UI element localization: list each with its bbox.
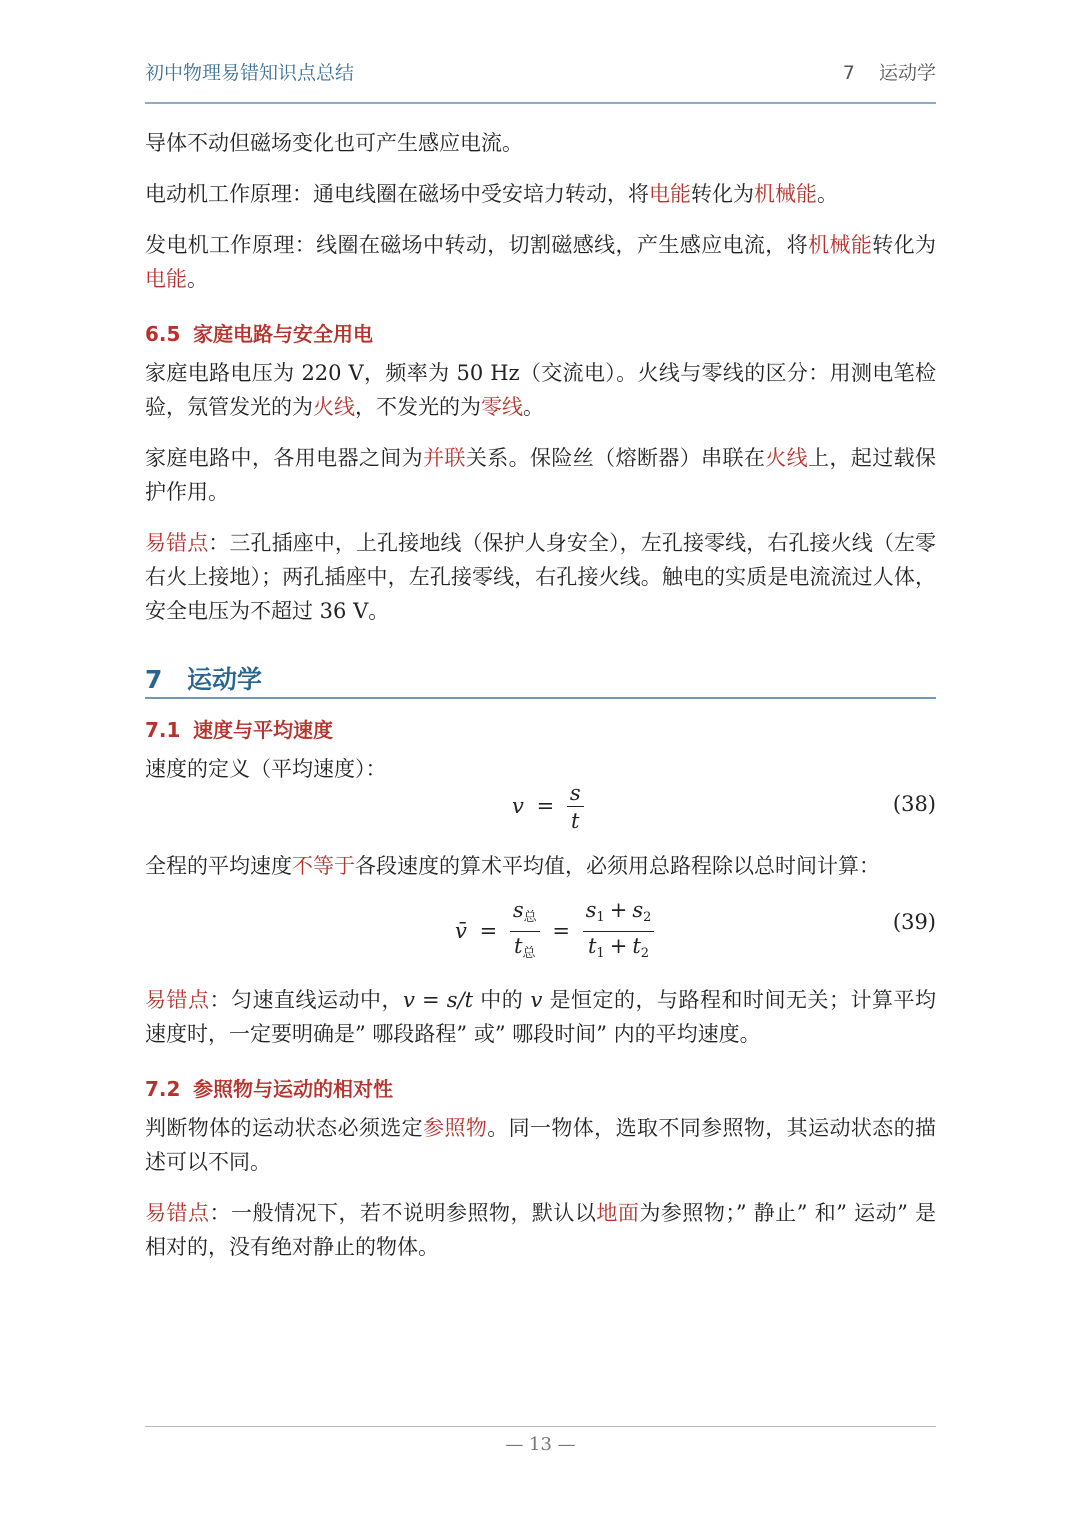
para9-text-c: 是恒定的，与路程和时间无关；计算平均速度时，一定要明确是” 哪段路程” 或” 哪段时间” 内的平均速度。 [145, 988, 937, 1046]
chapter-7-number: 7 [145, 665, 163, 694]
eq39-t2: t [632, 934, 641, 958]
eq39-s2-sub: 2 [643, 910, 652, 925]
paragraph-average-speed [145, 849, 936, 883]
document-page [145, 0, 936, 1527]
para4-text-c: ，不发光的为 [355, 395, 481, 419]
section-7-1-title: 速度与平均速度 [193, 718, 333, 742]
para8-keyword-not-equal: 不等于 [292, 854, 355, 878]
eq39-numerator-total [510, 897, 540, 932]
para9-math-v: v [530, 988, 543, 1012]
para9-math-formula: v = s/t [403, 988, 474, 1012]
section-6-5-title: 家庭电路与安全用电 [193, 322, 373, 346]
header-title: 初中物理易错知识点总结 [145, 62, 355, 84]
eq39-s1-sub: 1 [596, 910, 605, 925]
para4-text-a: 家庭电路电压为 220 V，频率为 50 Hz（交流电）。火线与零线的区分：用测电笔检验，氖管发光的为 [145, 361, 936, 419]
eq38-lhs: v [512, 794, 524, 818]
para10-keyword-reference: 参照物 [423, 1116, 488, 1140]
eq38-number: (38) [892, 792, 936, 816]
para1-text: 导体不动但磁场变化也可产生感应电流。 [145, 131, 523, 155]
eq39-fraction-total [510, 897, 540, 968]
section-7-2-title: 参照物与运动的相对性 [193, 1077, 393, 1101]
para3-text-a: 发电机工作原理：线圈在磁场中转动，切割磁感线，产生感应电流，将 [145, 233, 809, 257]
para10-text-c: 。同一物体，选取不同参照物，其运动状态的描述可以不同。 [145, 1116, 937, 1174]
eq39-t2-sub: 2 [640, 946, 650, 961]
eq39-equals-2: = [552, 919, 570, 943]
footer-rule [145, 1426, 936, 1427]
pitfall-label: 易错点 [145, 531, 209, 555]
eq39-equals: = [479, 919, 498, 943]
eq38-denominator: t [571, 809, 580, 833]
para8-text-c: 各段速度的算术平均值，必须用总路程除以总时间计算： [355, 854, 880, 878]
eq39-number: (39) [892, 910, 936, 934]
page-number: — 13 — [505, 1434, 576, 1455]
eq39-t-sub: 总 [522, 946, 536, 961]
header-chapter-title: 运动学 [878, 62, 936, 84]
para3-text-c: 转化为 [872, 233, 937, 257]
para4-keyword-live-wire: 火线 [313, 395, 355, 419]
para10-text-a: 判断物体的运动状态必须选定 [145, 1116, 424, 1140]
eq39-s-sub: 总 [523, 910, 537, 925]
para2-keyword-electric-energy: 电能 [649, 182, 691, 206]
pitfall-label: 易错点 [145, 1201, 210, 1225]
para4-keyword-neutral-wire: 零线 [481, 395, 523, 419]
pitfall-label: 易错点 [145, 988, 210, 1012]
paragraph-generator [145, 228, 936, 296]
eq39-t: t [514, 934, 523, 958]
eq39-denominator-sum [583, 932, 655, 968]
section-7-2-number: 7.2 [145, 1077, 181, 1101]
paragraph-household-parallel [145, 441, 936, 509]
para2-text-a: 电动机工作原理：通电线圈在磁场中受安培力转动，将 [145, 182, 649, 206]
para4-text-e: 。 [523, 395, 544, 419]
para3-text-e: 。 [187, 267, 208, 291]
para5-keyword-parallel: 并联 [423, 446, 466, 470]
paragraph-uniform-motion-pitfall [145, 983, 936, 1051]
paragraph-motor [145, 177, 936, 211]
eq39-plus-top: + [609, 898, 628, 922]
para2-text-e: 。 [817, 182, 838, 206]
eq39-lhs: v̄ [455, 919, 467, 943]
para2-keyword-mechanical-energy: 机械能 [754, 182, 817, 206]
paragraph-reference-frame [145, 1111, 936, 1179]
header-rule [145, 102, 936, 104]
para3-keyword-mechanical-energy: 机械能 [808, 233, 873, 257]
paragraph-socket-pitfall [145, 526, 936, 628]
section-6-5-number: 6.5 [145, 322, 181, 346]
eq38-fraction [567, 780, 584, 835]
eq39-t1: t [587, 934, 597, 958]
para11-text-c: 为参照物；” 静止” 和” 运动” 是相对的，没有绝对静止的物体。 [145, 1201, 937, 1259]
para5-text-a: 家庭电路中，各用电器之间为 [145, 446, 424, 470]
eq39-s: s [512, 898, 524, 922]
chapter-heading-7 [145, 660, 262, 696]
para9-text-b: 中的 [473, 988, 531, 1012]
eq39-s1: s [585, 898, 597, 922]
eq39-t1-sub: 1 [596, 946, 605, 961]
para3-keyword-electric-energy: 电能 [145, 267, 187, 291]
section-heading-6-5 [145, 318, 373, 347]
chapter-7-title: 运动学 [187, 665, 263, 694]
para11-text-a: ：一般情况下，若不说明参照物，默认以 [209, 1201, 597, 1225]
eq39-plus-bottom: + [609, 934, 628, 958]
para7-text: 速度的定义（平均速度）： [145, 757, 387, 781]
para5-keyword-live-wire: 火线 [765, 446, 809, 470]
para9-text-a: ：匀速直线运动中， [209, 988, 403, 1012]
equation-38 [145, 780, 936, 836]
eq39-fraction-sum [583, 897, 655, 968]
para5-text-c: 关系。保险丝（熔断器）串联在 [465, 446, 766, 470]
eq39-s2: s [632, 898, 644, 922]
para2-text-c: 转化为 [691, 182, 754, 206]
section-heading-7-2 [145, 1073, 393, 1102]
header-chapter-num: 7 [842, 62, 855, 84]
eq38-numerator: s [567, 780, 584, 807]
eq39-denominator-total [510, 932, 540, 968]
para6-text: ：三孔插座中，上孔接地线（保护人身安全），左孔接零线，右孔接火线（左零右火上接地）；两孔插座中，左孔接零线，右孔接火线。触电的实质是电流流过人体，安全电压为不超过 36 V。 [145, 531, 937, 623]
para11-keyword-ground: 地面 [596, 1201, 640, 1225]
section-7-1-number: 7.1 [145, 718, 181, 742]
para5-text-e: 上，起过载保护作用。 [145, 446, 937, 504]
section-heading-7-1 [145, 714, 333, 743]
eq38-equals: = [536, 794, 555, 818]
equation-39 [145, 897, 936, 961]
para8-text-a: 全程的平均速度 [145, 854, 292, 878]
running-header [145, 56, 936, 90]
paragraph-induction [145, 126, 936, 160]
paragraph-reference-pitfall [145, 1196, 936, 1264]
eq39-numerator-sum [583, 897, 655, 932]
paragraph-household-voltage [145, 356, 936, 424]
header-chapter [843, 58, 936, 85]
chapter-rule [145, 697, 936, 699]
